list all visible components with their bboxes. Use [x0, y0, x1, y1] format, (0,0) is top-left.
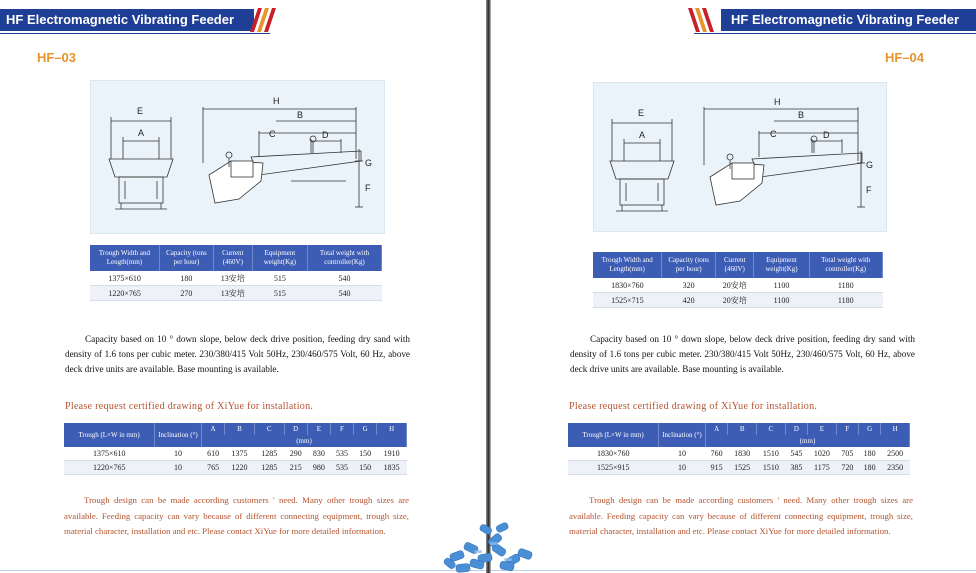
- col-equipment-weight: Equipment weight(Kg): [252, 245, 307, 271]
- col-capacity: Capacity (tons per hour): [159, 245, 213, 271]
- dim-label-c: C: [269, 129, 276, 139]
- col-inclination: Inclination (°): [155, 423, 202, 447]
- col-h: H: [881, 423, 910, 435]
- col-f: F: [330, 423, 353, 435]
- cell: 1220×765: [90, 286, 159, 301]
- col-current: Current (460V): [716, 252, 754, 278]
- dim-label-h: H: [774, 97, 781, 107]
- spec-table: [593, 252, 883, 308]
- cell: 705: [836, 447, 858, 461]
- cell: 420: [662, 293, 716, 308]
- trough-design-note: [64, 493, 409, 540]
- col-a: A: [706, 423, 728, 435]
- request-notice: Please request certified drawing of XiYue for installation.: [569, 401, 818, 412]
- dim-label-a: A: [138, 128, 145, 138]
- cell: 915: [706, 461, 728, 475]
- cell: 1375: [225, 447, 255, 461]
- left-page: [0, 0, 486, 573]
- cell: 535: [330, 447, 353, 461]
- cell: 10: [659, 447, 706, 461]
- dim-label-g: G: [365, 158, 373, 168]
- cell: 290: [284, 447, 307, 461]
- cell: 180: [859, 461, 881, 475]
- cell: 1220×765: [64, 461, 155, 475]
- trough-design-note: [569, 493, 913, 540]
- right-page: [491, 0, 976, 573]
- cell: 20安培: [716, 278, 754, 293]
- dim-label-f: F: [365, 183, 371, 193]
- dimension-table-header: [64, 423, 407, 435]
- col-b: B: [728, 423, 757, 435]
- dim-label-a: A: [639, 130, 646, 140]
- cell: 385: [785, 461, 807, 475]
- col-trough-size: Trough Width and Length(mm): [593, 252, 662, 278]
- cell: 515: [252, 271, 307, 286]
- col-capacity: Capacity (tons per hour): [662, 252, 716, 278]
- dim-label-c: C: [770, 129, 777, 139]
- col-g: G: [354, 423, 377, 435]
- unit-label: (mm): [706, 435, 910, 447]
- description-paragraph: [65, 332, 410, 377]
- col-g: G: [859, 423, 881, 435]
- cell: 1100: [754, 293, 809, 308]
- cell: 10: [155, 461, 202, 475]
- blue-granules-image: [430, 500, 550, 573]
- bottom-rule: [0, 570, 486, 571]
- col-equipment-weight: Equipment weight(Kg): [754, 252, 809, 278]
- cell: 540: [308, 271, 382, 286]
- spec-table-header: [90, 245, 382, 271]
- cell: 1830: [728, 447, 757, 461]
- dim-label-h: H: [273, 96, 280, 106]
- cell: 10: [659, 461, 706, 475]
- cell: 540: [308, 286, 382, 301]
- cell: 180: [859, 447, 881, 461]
- cell: 1285: [254, 447, 284, 461]
- feeder-dimension-drawing: [593, 82, 887, 232]
- header-rule: [0, 33, 270, 34]
- col-trough: Trough (L×W in mm): [64, 423, 155, 447]
- cell: 1835: [377, 461, 407, 475]
- model-label: HF–04: [885, 50, 925, 65]
- dim-label-e: E: [638, 108, 645, 118]
- cell: 1525: [728, 461, 757, 475]
- table-row: [568, 447, 910, 461]
- cell: 10: [155, 447, 202, 461]
- cell: 1830×760: [593, 278, 662, 293]
- table-row: [64, 447, 407, 461]
- header-rule: [694, 33, 976, 34]
- col-total-weight: Total weight with controller(Kg): [809, 252, 882, 278]
- cell: 1175: [808, 461, 837, 475]
- cell: 1525×715: [593, 293, 662, 308]
- cell: 20安培: [716, 293, 754, 308]
- cell: 1100: [754, 278, 809, 293]
- dimension-table: [64, 423, 407, 475]
- cell: 1285: [254, 461, 284, 475]
- col-trough: Trough (L×W in mm): [568, 423, 659, 447]
- col-c: C: [757, 423, 786, 435]
- cell: 270: [159, 286, 213, 301]
- cell: 1180: [809, 278, 882, 293]
- page-header-title: HF Electromagnetic Vibrating Feeder: [0, 9, 254, 31]
- note-text: Trough design can be made according customers ' need. Many other trough sizes are available. Feeding capacity can vary because of different connecting equipment, trough size, material character, installation and etc. Please contact XiYue for more detailed information.: [569, 495, 913, 536]
- cell: 980: [307, 461, 330, 475]
- dimension-table: [568, 423, 910, 475]
- dim-label-g: G: [866, 160, 874, 170]
- note-text: Trough design can be made according customers ' need. Many other trough sizes are available. Feeding capacity can vary because of different connecting equipment, trough size, material character, installation and etc. Please contact XiYue for more detailed information.: [64, 495, 409, 536]
- description-paragraph: [570, 332, 915, 377]
- table-row: [593, 278, 883, 293]
- cell: 1375×610: [90, 271, 159, 286]
- dimension-table-header: [568, 423, 910, 435]
- cell: 2500: [881, 447, 910, 461]
- cell: 610: [202, 447, 225, 461]
- col-c: C: [254, 423, 284, 435]
- cell: 765: [202, 461, 225, 475]
- request-notice: Please request certified drawing of XiYue for installation.: [65, 401, 314, 412]
- spec-table-header: [593, 252, 883, 278]
- col-f: F: [836, 423, 858, 435]
- col-h: H: [377, 423, 407, 435]
- cell: 515: [252, 286, 307, 301]
- cell: 13安培: [213, 286, 252, 301]
- table-row: [64, 461, 407, 475]
- col-e: E: [307, 423, 330, 435]
- col-trough-size: Trough Width and Length(mm): [90, 245, 159, 271]
- cell: 1510: [757, 461, 786, 475]
- dim-label-f: F: [866, 185, 872, 195]
- header-stripes-decoration: [688, 6, 718, 34]
- cell: 2350: [881, 461, 910, 475]
- model-label: HF–03: [37, 50, 77, 65]
- col-e: E: [808, 423, 837, 435]
- page-header-title: HF Electromagnetic Vibrating Feeder: [721, 9, 976, 31]
- bottom-rule: [491, 570, 976, 571]
- cell: 1510: [757, 447, 786, 461]
- table-row: [90, 286, 382, 301]
- col-d: D: [284, 423, 307, 435]
- feeder-dimension-drawing: [90, 80, 385, 234]
- spec-table: [90, 245, 382, 301]
- cell: 1830×760: [568, 447, 659, 461]
- cell: 720: [836, 461, 858, 475]
- cell: 150: [354, 447, 377, 461]
- cell: 830: [307, 447, 330, 461]
- table-row: [90, 271, 382, 286]
- dim-label-e: E: [137, 106, 144, 116]
- cell: 1910: [377, 447, 407, 461]
- col-total-weight: Total weight with controller(Kg): [308, 245, 382, 271]
- cell: 13安培: [213, 271, 252, 286]
- cell: 1020: [808, 447, 837, 461]
- description-text: Capacity based on 10 ° down slope, below deck drive position, feeding dry sand with density of 1.6 tons per cubic meter. 230/380/415 Volt 50Hz, 230/460/575 Volt, 60 Hz, above deck drive units are available. Base mounting is available.: [65, 334, 410, 374]
- table-row: [593, 293, 883, 308]
- dim-label-d: D: [823, 130, 830, 140]
- col-d: D: [785, 423, 807, 435]
- cell: 150: [354, 461, 377, 475]
- cell: 760: [706, 447, 728, 461]
- table-row: [568, 461, 910, 475]
- cell: 1375×610: [64, 447, 155, 461]
- col-a: A: [202, 423, 225, 435]
- cell: 1525×915: [568, 461, 659, 475]
- cell: 1180: [809, 293, 882, 308]
- cell: 215: [284, 461, 307, 475]
- unit-label: (mm): [202, 435, 407, 447]
- cell: 535: [330, 461, 353, 475]
- col-inclination: Inclination (°): [659, 423, 706, 447]
- dim-label-b: B: [297, 110, 304, 120]
- dim-label-b: B: [798, 110, 805, 120]
- dim-label-d: D: [322, 130, 329, 140]
- header-stripes-decoration: [250, 6, 280, 34]
- cell: 545: [785, 447, 807, 461]
- col-b: B: [225, 423, 255, 435]
- cell: 180: [159, 271, 213, 286]
- cell: 320: [662, 278, 716, 293]
- col-current: Current (460V): [213, 245, 252, 271]
- cell: 1220: [225, 461, 255, 475]
- description-text: Capacity based on 10 ° down slope, below deck drive position, feeding dry sand with density of 1.6 tons per cubic meter. 230/380/415 Volt 50Hz, 230/460/575 Volt, 60 Hz, above deck drive units are available. Base mounting is available.: [570, 334, 915, 374]
